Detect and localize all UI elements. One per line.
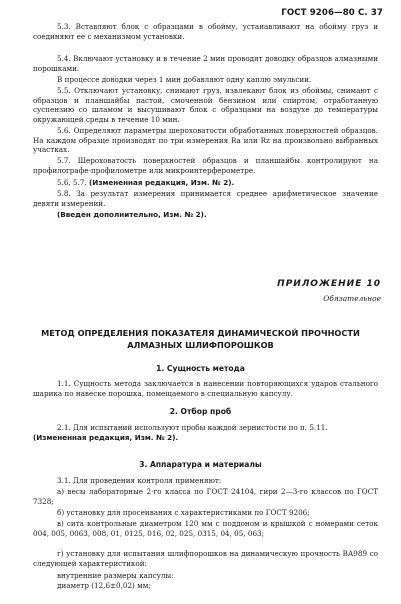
item-g-diameter: диаметр (12,6±0,02) мм; (57, 581, 151, 590)
paragraph-5-3: 5.3. Вставляют блок с образцами в обойму, устанавливают на обойму груз и соединяют ее с механизмом установки. (33, 22, 378, 41)
document-title-line1: МЕТОД ОПРЕДЕЛЕНИЯ ПОКАЗАТЕЛЯ ДИНАМИЧЕСКОЙ ПРОЧНОСТИ (41, 328, 360, 338)
section-heading-2: 2. Отбор проб (169, 407, 232, 416)
document-title-line2: АЛМАЗНЫХ ШЛИФПОРОШКОВ (127, 340, 274, 350)
paragraph-5-4-note: В процессе доводки через 1 мин добавляют одну каплю эмульсии. (57, 75, 312, 84)
appendix-title: ПРИЛОЖЕНИЕ 10 (277, 279, 381, 289)
change-note: (Измененная редакция, Изм. № 2). (89, 178, 235, 187)
item-g-capsule: внутренние размеры капсулы: (57, 571, 174, 580)
paragraph-2-1-change: (Измененная редакция, Изм. № 2). (33, 432, 179, 442)
paragraph-2-1 (33, 423, 378, 442)
paragraph-2-1-text: 2.1. Для испытаний используют пробы каждой зернистости по п. 5.11. (57, 423, 328, 432)
paragraph-5-6-5-7-change (33, 178, 378, 188)
paragraph-3-1: 3.1. Для проведения контроля применяют: (57, 476, 222, 485)
paragraph-5-8: 5.8. За результат измерения принимается среднее арифметическое значение девяти измерений. (33, 189, 378, 208)
paragraph-1-1: 1.1. Сущность метода заключается в нанесении повторяющихся ударов стального шарика по навеске порошка, помещаемого в специальную капсулу. (33, 379, 378, 398)
item-v: в) сита контрольные диаметром 120 мм с поддоном и крышкой с номерами сеток 004, 005, 0063, 008, 01, 0125, 016, 02, 025, 0315, 04, 05, 063; (33, 519, 378, 538)
paragraph-5-7: 5.7. Шероховатость поверхностей образцов и планшайбы контролируют на профилографе-профилометре или микроинтерферометре. (33, 156, 378, 175)
paragraph-5-6: 5.6. Определяют параметры шероховатости обработанных поверхностей образцов. На каждом образце производят по три измерения Ra или Rz на произвольно выбранных участках. (33, 126, 378, 155)
intro-note-wrap (33, 210, 378, 220)
intro-note: (Введен дополнительно, Изм. № 2). (57, 210, 207, 219)
item-a: а) весы лабораторные 2-го класса по ГОСТ 24104, гири 2—3-го классов по ГОСТ 7328; (33, 487, 378, 506)
section-heading-3: 3. Аппаратура и материалы (139, 460, 262, 469)
page-header: ГОСТ 9206—80 С. 37 (281, 8, 383, 18)
appendix-subtitle: Обязательное (323, 294, 381, 303)
section-heading-1: 1. Сущность метода (156, 364, 245, 373)
paragraph-5-5: 5.5. Отключают установку, снимают груз, извлекают блок из обоймы, снимают с образцов и планшайбы пастой, смоченной бензином или спиртом, отработанную суспензию со шламом и высушивают блок с образцами на воздухе до температуры окружающей среды в течение 10 мин. (33, 86, 378, 124)
paragraph-5-4: 5.4. Включают установку и в течение 2 мин проводят доводку образцов алмазными порошками. (33, 54, 378, 73)
change-ref: 5.6, 5.7. (57, 178, 87, 187)
item-b: б) установку для просеивания с характеристиками по ГОСТ 9206; (57, 508, 310, 517)
item-g: г) установку для испытания шлифпорошков на динамическую прочность ВА989 со следующей характеристикой: (33, 549, 378, 568)
